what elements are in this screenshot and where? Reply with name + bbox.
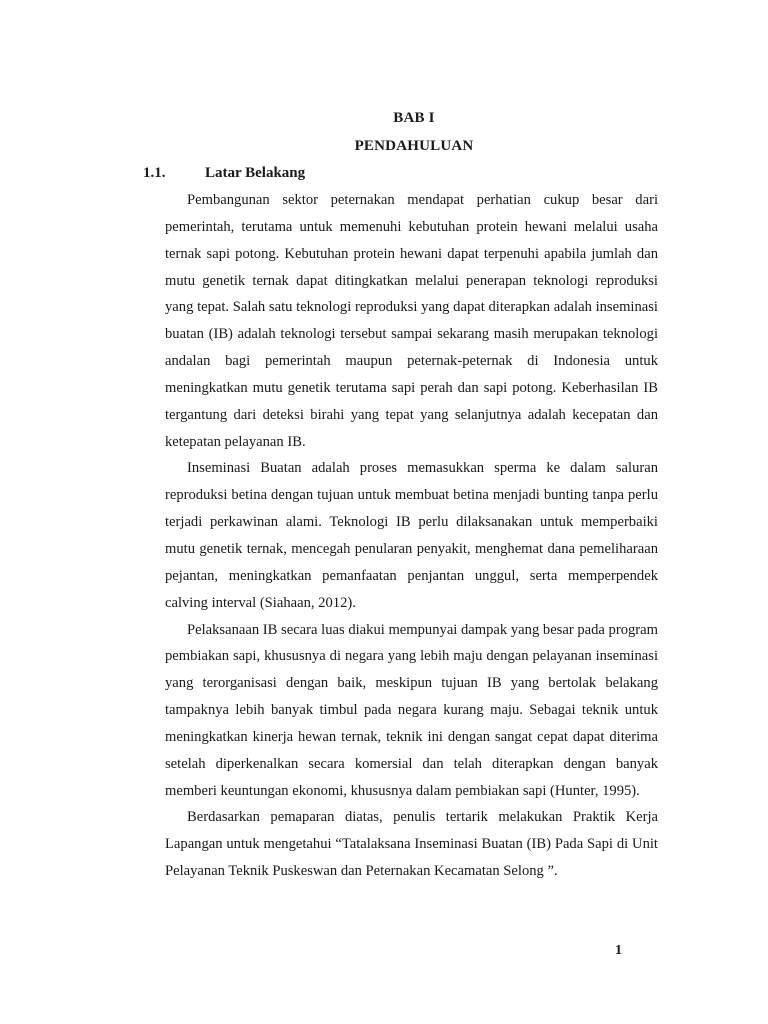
paragraph: Inseminasi Buatan adalah proses memasukkan sperma ke dalam saluran reproduksi betina dengan tujuan untuk membuat betina menjadi bunting tanpa perlu terjadi perkawinan alami. Teknologi IB perlu dilaksanakan untuk memperbaiki mutu genetik ternak, mencegah penularan penyakit, menghemat dana pemeliharaan pejantan, meningkatkan pemanfaatan penjantan unggul, serta memperpendek calving interval (Siahaan, 2012).: [165, 460, 658, 611]
paragraph: Pelaksanaan IB secara luas diakui mempunyai dampak yang besar pada program pembiakan sapi, khususnya di negara yang lebih maju dengan pelayanan inseminasi yang terorganisasi dengan baik, meskipun tujuan IB yang bertolak belakang tampaknya lebih banyak timbul pada negara kurang maju. Sebagai teknik untuk meningkatkan kinerja hewan ternak, teknik ini dengan sangat cepat dapat diterima setelah diperkenalkan secara komersial dan telah diterapkan dengan banyak memberi keuntungan ekonomi, khususnya dalam pembiakan sapi (Hunter, 1995).: [165, 621, 658, 799]
section-heading: [143, 165, 305, 182]
body-text: [165, 187, 658, 885]
paragraph: Pembangunan sektor peternakan mendapat perhatian cukup besar dari pemerintah, terutama untuk memenuhi kebutuhan protein hewani melalui usaha ternak sapi potong. Kebutuhan protein hewani dapat terpenuhi apabila jumlah dan mutu genetik ternak dapat ditingkatkan melalui penerapan teknologi reproduksi yang tepat. Salah satu teknologi reproduksi yang dapat diterapkan adalah inseminasi buatan (IB) adalah teknologi tersebut sampai sekarang masih merupakan teknologi andalan bagi pemerintah maupun peternak-peternak di Indonesia untuk meningkatkan mutu genetik terutama sapi perah dan sapi potong. Keberhasilan IB tergantung dari deteksi birahi yang tepat yang selanjutnya adalah kecepatan dan ketepatan pelayanan IB.: [165, 192, 658, 450]
chapter-title: PENDAHULUAN: [354, 138, 474, 154]
section-number: 1.1.: [143, 165, 166, 181]
chapter-label: BAB I: [393, 110, 435, 126]
paragraph: Berdasarkan pemaparan diatas, penulis tertarik melakukan Praktik Kerja Lapangan untuk mengetahui “Tatalaksana Inseminasi Buatan (IB) Pada Sapi di Unit Pelayanan Teknik Puskeswan dan Peternakan Kecamatan Selong ”.: [165, 809, 658, 880]
page-number: 1: [615, 943, 622, 958]
section-title: Latar Belakang: [205, 165, 306, 181]
